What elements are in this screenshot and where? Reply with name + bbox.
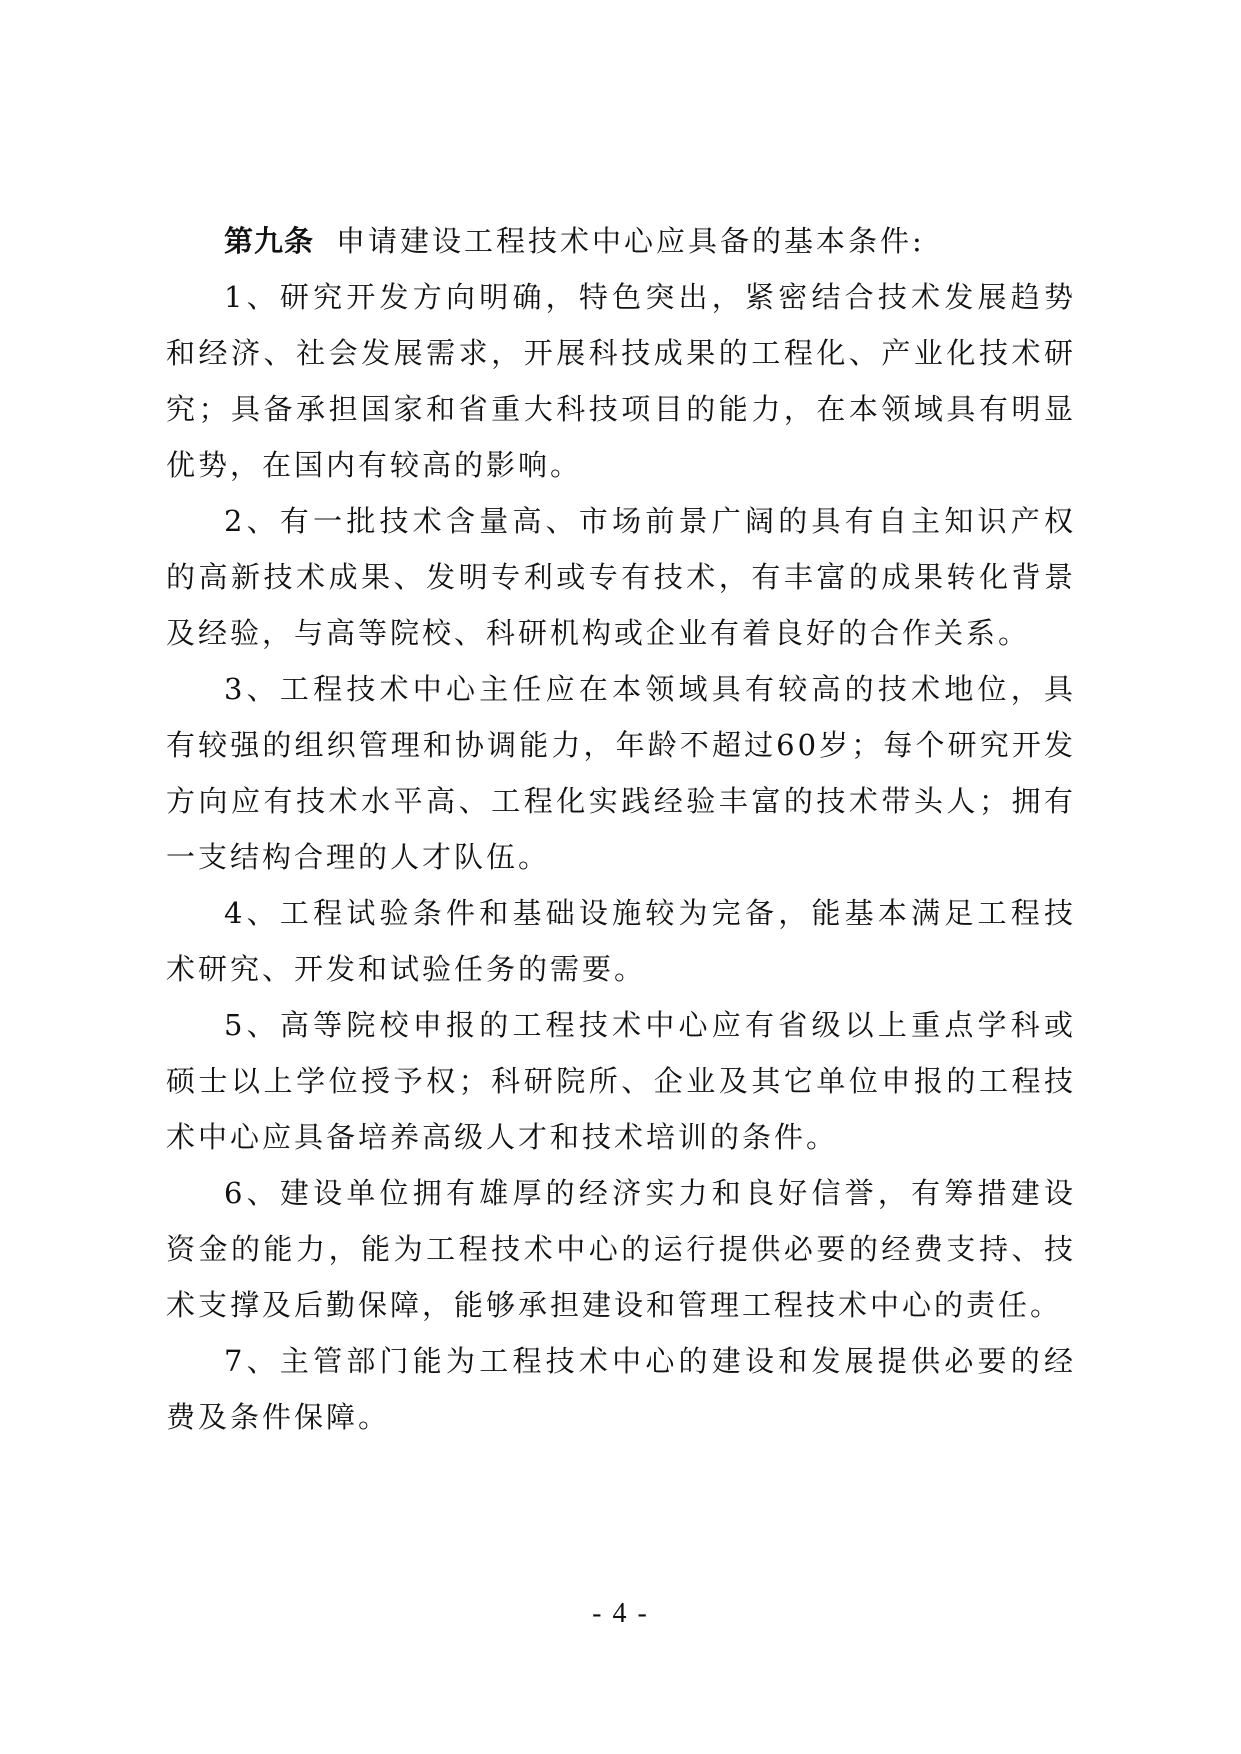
paragraph-4: 4、工程试验条件和基础设施较为完备，能基本满足工程技术研究、开发和试验任务的需要。	[166, 896, 1076, 986]
document-body	[166, 213, 1076, 1445]
paragraph-6: 6、建设单位拥有雄厚的经济实力和良好信誉，有筹措建设资金的能力，能为工程技术中心的运行提供必要的经费支持、技术支撑及后勤保障，能够承担建设和管理工程技术中心的责任。	[166, 1176, 1076, 1322]
article-title: 申请建设工程技术中心应具备的基本条件:	[336, 224, 925, 258]
paragraph-3: 3、工程技术中心主任应在本领域具有较高的技术地位，具有较强的组织管理和协调能力，年龄不超过60岁；每个研究开发方向应有技术水平高、工程化实践经验丰富的技术带头人；拥有一支结构合理的人才队伍。	[166, 672, 1076, 874]
article-number: 第九条	[224, 224, 315, 258]
paragraph-5: 5、高等院校申报的工程技术中心应有省级以上重点学科或硕士以上学位授予权；科研院所、企业及其它单位申报的工程技术中心应具备培养高级人才和技术培训的条件。	[166, 1008, 1076, 1154]
paragraph-1: 1、研究开发方向明确，特色突出，紧密结合技术发展趋势和经济、社会发展需求，开展科技成果的工程化、产业化技术研究；具备承担国家和省重大科技项目的能力，在本领域具有明显优势，在国内有较高的影响。	[166, 280, 1076, 482]
page-number: - 4 -	[592, 1598, 649, 1629]
paragraph-7: 7、主管部门能为工程技术中心的建设和发展提供必要的经费及条件保障。	[166, 1344, 1076, 1434]
paragraph-2: 2、有一批技术含量高、市场前景广阔的具有自主知识产权的高新技术成果、发明专利或专有技术，有丰富的成果转化背景及经验，与高等院校、科研机构或企业有着良好的合作关系。	[166, 504, 1076, 650]
article-heading	[166, 213, 1076, 269]
